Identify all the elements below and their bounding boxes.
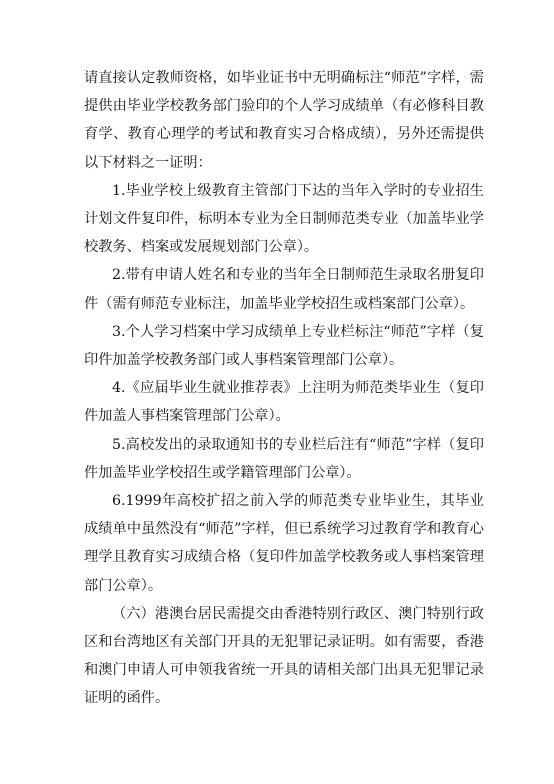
- section-6-paragraph: （六）港澳台居民需提交由香港特别行政区、澳门特别行政区和台湾地区有关部门开具的无犯罪记录证明。如有需要，香港和澳门申请人可申领我省统一开具的请相关部门出具无犯罪记录证明的函件。: [84, 605, 484, 707]
- item-2-paragraph: 2.带有申请人姓名和专业的当年全日制师范生录取名册复印件（需有师范专业标注，加盖毕业学校招生或档案部门公章）。: [84, 267, 484, 312]
- item-5-paragraph: 5.高校发出的录取通知书的专业栏后注有“师范”字样（复印件加盖毕业学校招生或学籍管理部门公章）。: [84, 436, 484, 481]
- intro-paragraph: 请直接认定教师资格，如毕业证书中无明确标注“师范”字样，需提供由毕业学校教务部门验印的个人学习成绩单（有必修科目教育学、教育心理学的考试和教育实习合格成绩），另外还需提供以下材料之一证明：: [84, 70, 484, 171]
- item-1-paragraph: 1.毕业学校上级教育主管部门下达的当年入学时的专业招生计划文件复印件，标明本专业为全日制师范类专业（加盖毕业学校教务、档案或发展规划部门公章）。: [84, 182, 484, 256]
- document-body: [84, 64, 484, 713]
- item-3-paragraph: 3.个人学习档案中学习成绩单上专业栏标注“师范”字样（复印件加盖学校教务部门或人事档案管理部门公章）。: [84, 323, 484, 369]
- item-4-paragraph: 4.《应届毕业生就业推荐表》上注明为师范类毕业生（复印件加盖人事档案管理部门公章）。: [84, 380, 484, 425]
- item-6-paragraph: 6.1999年高校扩招之前入学的师范类专业毕业生，其毕业成绩单中虽然没有“师范”字样，但已系统学习过教育学和教育心理学且教育实习成绩合格（复印件加盖学校教务或人事档案管理部门公章）。: [84, 493, 484, 594]
